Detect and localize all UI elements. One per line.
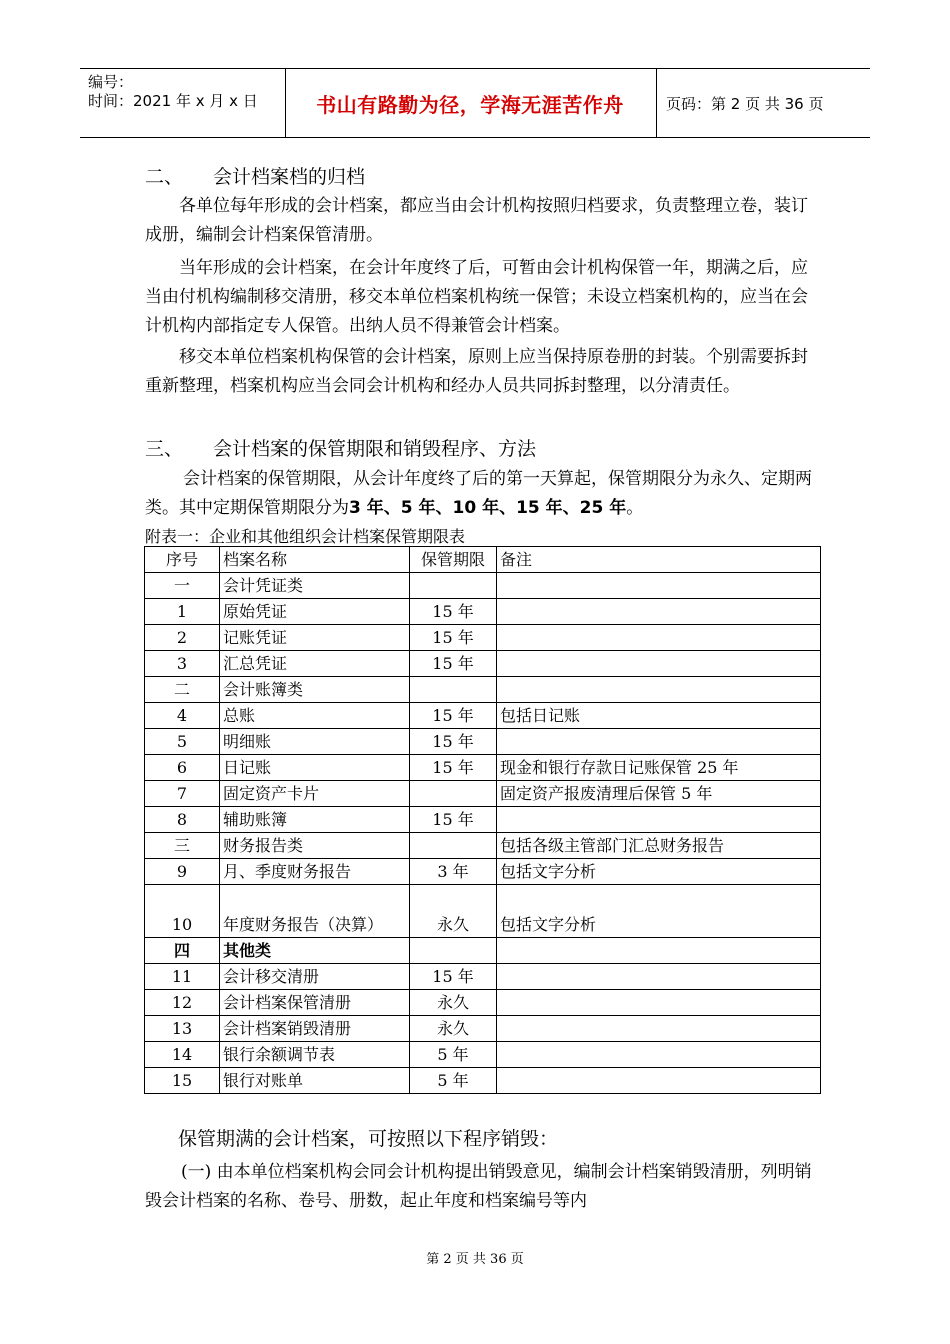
header-time-label: 时间：2021 年 x 月 x 日 (88, 92, 258, 110)
table-cell-no: 11 (145, 964, 220, 990)
table-cell-note (497, 807, 821, 833)
table-row (145, 964, 821, 990)
table-row (145, 677, 821, 703)
table-cell-note: 固定资产报废清理后保管 5 年 (497, 781, 821, 807)
table-body (145, 573, 821, 1094)
table-row (145, 573, 821, 599)
table-cell-keep (410, 781, 497, 807)
table-row (145, 990, 821, 1016)
table-row (145, 703, 821, 729)
table-row (145, 1068, 821, 1094)
table-cell-note (497, 938, 821, 964)
table-cell-keep: 15 年 (410, 703, 497, 729)
table-cell-no: 10 (145, 885, 220, 938)
section-number: 三、 (145, 438, 184, 460)
table-cell-note (497, 1042, 821, 1068)
table-row (145, 938, 821, 964)
table-cell-no: 9 (145, 859, 220, 885)
table-cell-no: 5 (145, 729, 220, 755)
table-cell-name: 辅助账簿 (220, 807, 410, 833)
table-cell-keep: 15 年 (410, 651, 497, 677)
column-header: 保管期限 (410, 547, 497, 573)
table-cell-name: 日记账 (220, 755, 410, 781)
table-cell-no: 一 (145, 573, 220, 599)
table-cell-keep: 15 年 (410, 729, 497, 755)
column-header: 序号 (145, 547, 220, 573)
table-cell-keep: 15 年 (410, 964, 497, 990)
table-cell-no: 2 (145, 625, 220, 651)
table-cell-no: 12 (145, 990, 220, 1016)
table-cell-name: 总账 (220, 703, 410, 729)
table-cell-no: 二 (145, 677, 220, 703)
table-row (145, 599, 821, 625)
paragraph: 各单位每年形成的会计档案，都应当由会计机构按照归档要求，负责整理立卷，装订成册，编制会计档案保管清册。 (145, 196, 808, 245)
table-cell-note (497, 990, 821, 1016)
table-cell-keep: 15 年 (410, 625, 497, 651)
table-cell-name: 会计档案销毁清册 (220, 1016, 410, 1042)
table-cell-note: 包括各级主管部门汇总财务报告 (497, 833, 821, 859)
table-cell-keep (410, 833, 497, 859)
paragraph-text: 。 (626, 498, 644, 518)
table-cell-no: 7 (145, 781, 220, 807)
table-cell-note (497, 1068, 821, 1094)
table-cell-note: 包括文字分析 (497, 885, 821, 938)
table-cell-keep: 永久 (410, 990, 497, 1016)
table-cell-keep: 永久 (410, 885, 497, 938)
section-title: 会计档案的保管期限和销毁程序、方法 (213, 438, 537, 460)
table-row (145, 625, 821, 651)
paragraph (145, 465, 820, 523)
table-row (145, 807, 821, 833)
paragraph: 当年形成的会计档案，在会计年度终了后，可暂由会计机构保管一年，期满之后，应当由付机构编制移交清册，移交本单位档案机构统一保管；未设立档案机构的，应当在会计机构内部指定专人保管。出纳人员不得兼管会计档案。 (145, 258, 808, 336)
retention-periods: 3 年、5 年、10 年、15 年、25 年 (349, 498, 627, 518)
table-row (145, 1016, 821, 1042)
table-cell-keep: 5 年 (410, 1042, 497, 1068)
table-row (145, 781, 821, 807)
table-cell-name: 财务报告类 (220, 833, 410, 859)
table-cell-note (497, 573, 821, 599)
table-cell-no: 14 (145, 1042, 220, 1068)
table-cell-name: 汇总凭证 (220, 651, 410, 677)
table-cell-keep: 15 年 (410, 807, 497, 833)
table-cell-no: 1 (145, 599, 220, 625)
table-row (145, 859, 821, 885)
section-heading (145, 162, 365, 189)
table-cell-no: 三 (145, 833, 220, 859)
section-heading (145, 434, 536, 461)
subheading: 保管期满的会计档案，可按照以下程序销毁： (178, 1128, 559, 1150)
table-cell-note (497, 651, 821, 677)
table-cell-name: 会计移交清册 (220, 964, 410, 990)
table-cell-note (497, 1016, 821, 1042)
table-row (145, 651, 821, 677)
page-footer: 第 2 页 共 36 页 (426, 1252, 524, 1267)
column-header: 备注 (497, 547, 821, 573)
header-divider (656, 69, 657, 137)
table-cell-keep (410, 938, 497, 964)
table-cell-no: 6 (145, 755, 220, 781)
table-row (145, 885, 821, 938)
table-cell-note: 包括文字分析 (497, 859, 821, 885)
header-number-label: 编号： (88, 73, 134, 91)
table-cell-no: 3 (145, 651, 220, 677)
table-cell-no: 8 (145, 807, 220, 833)
table-cell-no: 4 (145, 703, 220, 729)
table-cell-keep: 15 年 (410, 599, 497, 625)
table-cell-name: 明细账 (220, 729, 410, 755)
table-cell-note: 现金和银行存款日记账保管 25 年 (497, 755, 821, 781)
section-number: 二、 (145, 166, 184, 188)
table-row (145, 1042, 821, 1068)
retention-table (144, 546, 821, 1094)
paragraph: (一) 由本单位档案机构会同会计机构提出销毁意见，编制会计档案销毁清册，列明销毁会计档案的名称、卷号、册数，起止年度和档案编号等内 (145, 1162, 812, 1211)
table-cell-no: 13 (145, 1016, 220, 1042)
section-title: 会计档案档的归档 (213, 166, 366, 188)
table-row (145, 729, 821, 755)
paragraph-text: 会计档案的保管期限，从会计年度终了后的第一天算起，保管期限分为永久、定期两类。其中定期保管期限分为 (145, 469, 812, 518)
table-caption: 附表一：企业和其他组织会计档案保管期限表 (145, 527, 466, 546)
table-row (145, 833, 821, 859)
table-cell-name: 其他类 (220, 938, 410, 964)
table-cell-keep: 5 年 (410, 1068, 497, 1094)
table-cell-name: 银行余额调节表 (220, 1042, 410, 1068)
table-cell-keep (410, 677, 497, 703)
table-cell-note (497, 625, 821, 651)
table-cell-keep: 永久 (410, 1016, 497, 1042)
table-cell-name: 会计凭证类 (220, 573, 410, 599)
table-row (145, 755, 821, 781)
table-header-row (145, 547, 821, 573)
header-page-label: 页码：第 2 页 共 36 页 (666, 95, 824, 113)
header-motto: 书山有路勤为径，学海无涯苦作舟 (316, 92, 624, 117)
table-cell-keep: 15 年 (410, 755, 497, 781)
table-cell-name: 月、季度财务报告 (220, 859, 410, 885)
table-cell-name: 年度财务报告（决算） (220, 885, 410, 938)
table-cell-name: 会计档案保管清册 (220, 990, 410, 1016)
paragraph: 移交本单位档案机构保管的会计档案，原则上应当保持原卷册的封装。个别需要拆封重新整理，档案机构应当会同会计机构和经办人员共同拆封整理，以分清责任。 (145, 347, 808, 396)
column-header: 档案名称 (220, 547, 410, 573)
table-cell-name: 银行对账单 (220, 1068, 410, 1094)
table-cell-note (497, 964, 821, 990)
table-cell-no: 四 (145, 938, 220, 964)
table-cell-name: 原始凭证 (220, 599, 410, 625)
table-cell-note (497, 677, 821, 703)
table-cell-note (497, 599, 821, 625)
page-header (80, 68, 870, 138)
table-cell-name: 记账凭证 (220, 625, 410, 651)
table-cell-name: 会计账簿类 (220, 677, 410, 703)
table-cell-name: 固定资产卡片 (220, 781, 410, 807)
table-cell-no: 15 (145, 1068, 220, 1094)
table-cell-keep: 3 年 (410, 859, 497, 885)
table-cell-note (497, 729, 821, 755)
table-cell-note: 包括日记账 (497, 703, 821, 729)
table-cell-keep (410, 573, 497, 599)
header-meta (88, 73, 258, 111)
